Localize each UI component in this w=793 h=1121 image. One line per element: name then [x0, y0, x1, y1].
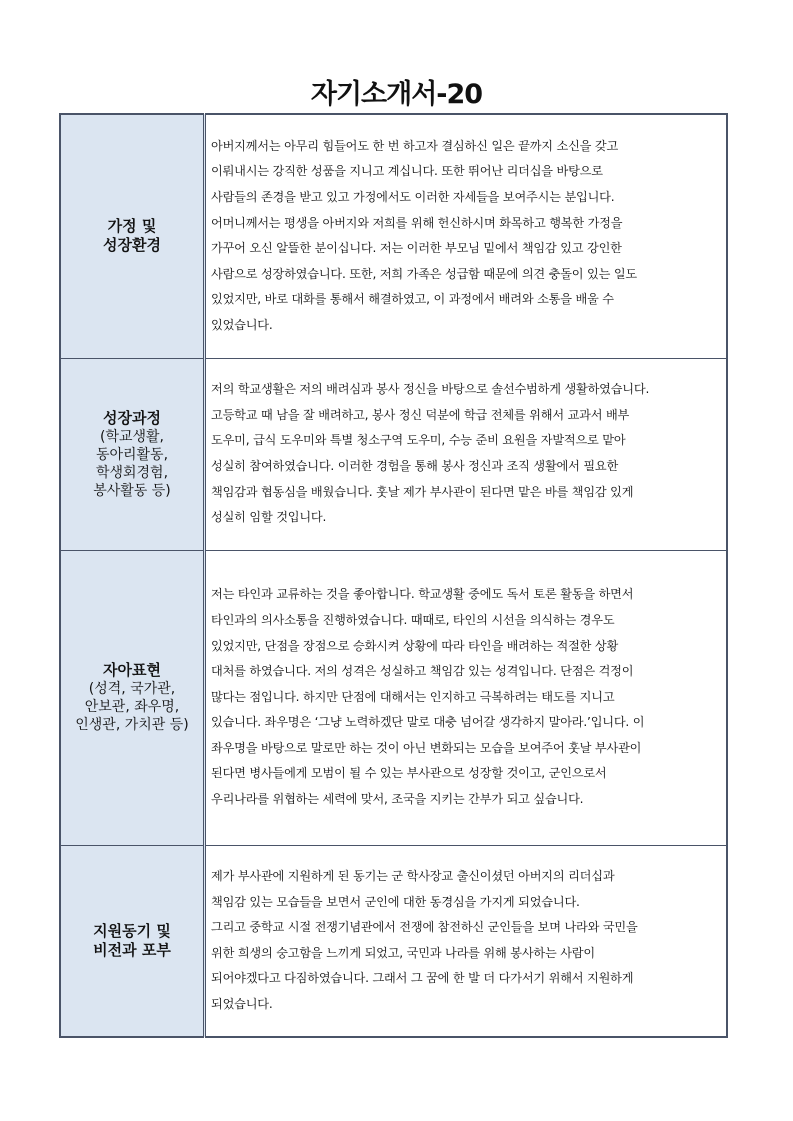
document-title: 자기소개서-20	[310, 79, 483, 110]
text-line: 대처를 하였습니다. 저의 성격은 성실하고 책임감 있는 성격입니다. 단점은 걱정이	[211, 664, 634, 679]
text-line: 어머니께서는 평생을 아버지와 저희를 위해 헌신하시며 화목하고 행복한 가정을	[211, 215, 623, 230]
text-line: 되었습니다.	[211, 996, 273, 1011]
text-line: 책임감과 협동심을 배웠습니다. 훗날 제가 부사관이 된다면 맡은 바를 책임감 있게	[211, 484, 634, 499]
section-heading: 지원동기 및 비전과 포부	[93, 921, 171, 959]
text-line: 위한 희생의 숭고함을 느끼게 되었고, 국민과 나라를 위해 봉사하는 사람이	[211, 945, 595, 960]
text-line: 저는 타인과 교류하는 것을 좋아합니다. 학교생활 중에도 독서 토론 활동을 하면서	[211, 587, 634, 602]
section-body-cell	[205, 845, 728, 1037]
text-line: 책임감 있는 모습들을 보면서 군인에 대한 동경심을 가지게 되었습니다.	[211, 894, 580, 909]
text-line: 사람으로 성장하였습니다. 또한, 저희 가족은 성급함 때문에 의견 충돌이 있는 일도	[211, 266, 638, 281]
text-line: 되어야겠다고 다짐하였습니다. 그래서 그 꿈에 한 발 더 다가서기 위해서 지원하게	[211, 971, 634, 986]
text-line: 도우미, 급식 도우미와 특별 청소구역 도우미, 수능 준비 요원을 자발적으로 맡아	[211, 433, 626, 448]
table-row	[60, 358, 727, 550]
text-line: 타인과의 의사소통을 진행하였습니다. 때때로, 타인의 시선을 의식하는 경우도	[211, 612, 615, 627]
self-introduction-table	[59, 113, 728, 1038]
text-line: 성실히 임할 것입니다.	[211, 510, 327, 525]
section-body-cell	[205, 550, 728, 845]
section-heading-cell	[60, 845, 205, 1037]
table-row	[60, 845, 727, 1037]
text-line: 된다면 병사들에게 모범이 될 수 있는 부사관으로 성장할 것이고, 군인으로서	[211, 766, 607, 781]
section-subheading: (학교생활, 동아리활동, 학생회경험, 봉사활동 등)	[93, 428, 171, 499]
section-body-cell	[205, 114, 728, 358]
text-line: 있습니다. 좌우명은 ‘그냥 노력하겠단 말로 대충 넘어갈 생각하지 말아라.’입니다. 이	[211, 715, 645, 730]
section-heading: 성장과정	[103, 408, 161, 427]
section-heading-cell	[60, 114, 205, 358]
text-line: 이뤄내시는 강직한 성품을 지니고 계십니다. 또한 뛰어난 리더십을 바탕으로	[211, 164, 603, 179]
text-line: 있었습니다.	[211, 318, 273, 333]
table-row	[60, 550, 727, 845]
text-line: 사람들의 존경을 받고 있고 가정에서도 이러한 자세들을 보여주시는 분입니다.	[211, 190, 615, 205]
section-subheading: (성격, 국가관, 안보관, 좌우명, 인생관, 가치관 등)	[75, 681, 189, 733]
text-line: 고등학교 때 남을 잘 배려하고, 봉사 정신 덕분에 학급 전체를 위해서 교과서 배부	[211, 407, 630, 422]
text-line: 있었지만, 단점을 장점으로 승화시켜 상황에 따라 타인을 배려하는 적절한 상황	[211, 638, 619, 653]
section-heading: 자아표현	[103, 661, 161, 679]
text-line: 그리고 중학교 시절 전쟁기념관에서 전쟁에 참전하신 군인들을 보며 나라와 국민을	[211, 920, 638, 935]
text-line: 저의 학교생활은 저의 배려심과 봉사 정신을 바탕으로 솔선수범하게 생활하였습니다.	[211, 382, 650, 397]
table-row	[60, 114, 727, 358]
text-line: 성실히 참여하였습니다. 이러한 경험을 통해 봉사 정신과 조직 생활에서 필요한	[211, 459, 619, 473]
text-line: 많다는 점입니다. 하지만 단점에 대해서는 인지하고 극복하려는 태도를 지니고	[211, 689, 615, 704]
section-heading: 가정 및 성장환경	[103, 217, 161, 255]
text-line: 가꾸어 오신 알뜰한 분이십니다. 저는 이러한 부모님 밑에서 책임감 있고 강인한	[211, 241, 622, 256]
section-heading-cell	[60, 550, 205, 845]
section-body-cell	[205, 358, 728, 550]
text-line: 우리나라를 위협하는 세력에 맞서, 조국을 지키는 간부가 되고 싶습니다.	[211, 792, 584, 807]
text-line: 아버지께서는 아무리 힘들어도 한 번 하고자 결심하신 일은 끝까지 소신을 갖고	[211, 138, 619, 153]
text-line: 좌우명을 바탕으로 말로만 하는 것이 아닌 변화되는 모습을 보여주어 훗날 부사관이	[211, 740, 642, 755]
text-line: 있었지만, 바로 대화를 통해서 해결하였고, 이 과정에서 배려와 소통을 배울 수	[211, 292, 614, 307]
section-heading-cell	[60, 358, 205, 550]
text-line: 제가 부사관에 지원하게 된 동기는 군 학사장교 출신이셨던 아버지의 리더십과	[211, 868, 615, 883]
